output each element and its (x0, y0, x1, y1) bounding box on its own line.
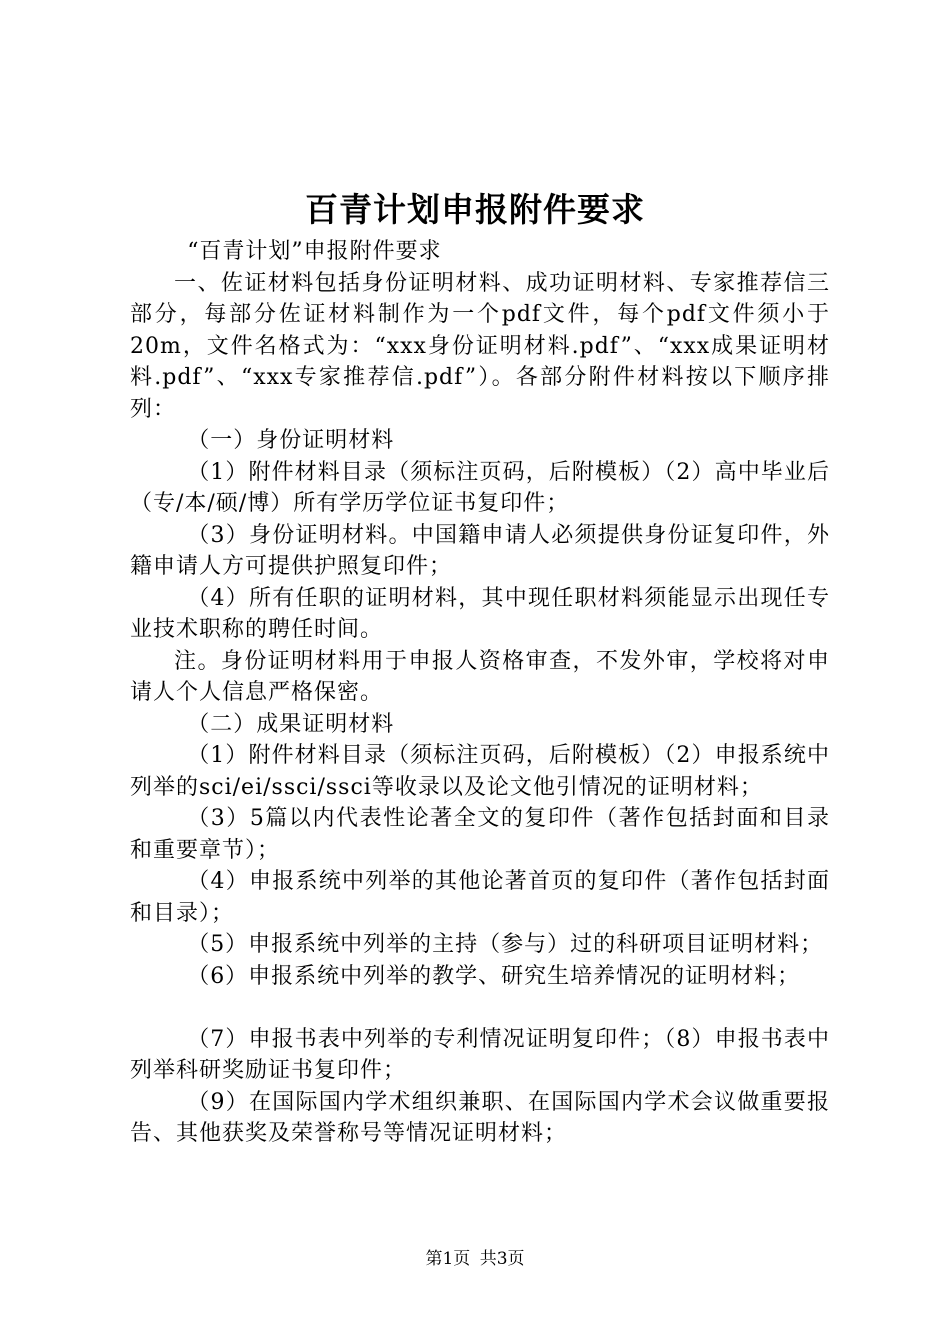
paragraph-subtitle: “百青计划”申报附件要求 (187, 239, 442, 264)
document-title: 百青计划申报附件要求 (305, 190, 645, 229)
note-paragraph: 注。身份证明材料用于申报人资格审查，不发外审，学校将对申请人个人信息严格保密。 (130, 648, 830, 705)
paragraph-intro: 一、佐证材料包括身份证明材料、成功证明材料、专家推荐信三部分，每部分佐证材料制作为一个pdf文件，每个pdf文件须小于20m，文件名格式为：“xxx身份证明材料.pdf”、“xxx成果证明材料.pdf”、“xxx专家推荐信.pdf”）。各部分附件材料按以下顺序排列： (130, 270, 830, 422)
list-item: （6）申报系统中列举的教学、研究生培养情况的证明材料； (187, 963, 801, 989)
list-item: （7）申报书表中列举的专利情况证明复印件；（8）申报书表中列举科研奖励证书复印件； (130, 1026, 830, 1083)
list-item: （5）申报系统中列举的主持（参与）过的科研项目证明材料； (187, 932, 824, 957)
list-item: （9）在国际国内学术组织兼职、在国际国内学术会议做重要报告、其他获奖及荣誉称号等情况证明材料； (130, 1089, 830, 1146)
section-heading-achievements: （二）成果证明材料 (187, 711, 395, 737)
list-item: （3）5篇以内代表性论著全文的复印件（著作包括封面和目录和重要章节）； (130, 806, 830, 863)
document-body (130, 236, 830, 1150)
section-heading-identity: （一）身份证明材料 (187, 428, 395, 453)
list-item: （3）身份证明材料。中国籍申请人必须提供身份证复印件，外籍申请人方可提供护照复印件； (130, 522, 830, 579)
page-footer: 第1页 共3页 (425, 1249, 525, 1269)
list-item: （4）所有任职的证明材料，其中现任职材料须能显示出现任专业技术职称的聘任时间。 (130, 585, 830, 642)
blank-line (130, 992, 830, 1024)
list-item: （1）附件材料目录（须标注页码，后附模板）（2）高中毕业后（专/本/硕/博）所有学历学位证书复印件； (130, 459, 830, 516)
list-item: （1）附件材料目录（须标注页码，后附模板）（2）申报系统中列举的sci/ei/ssci/ssci等收录以及论文他引情况的证明材料； (130, 743, 830, 800)
list-item: （4）申报系统中列举的其他论著首页的复印件（著作包括封面和目录）； (130, 869, 830, 926)
